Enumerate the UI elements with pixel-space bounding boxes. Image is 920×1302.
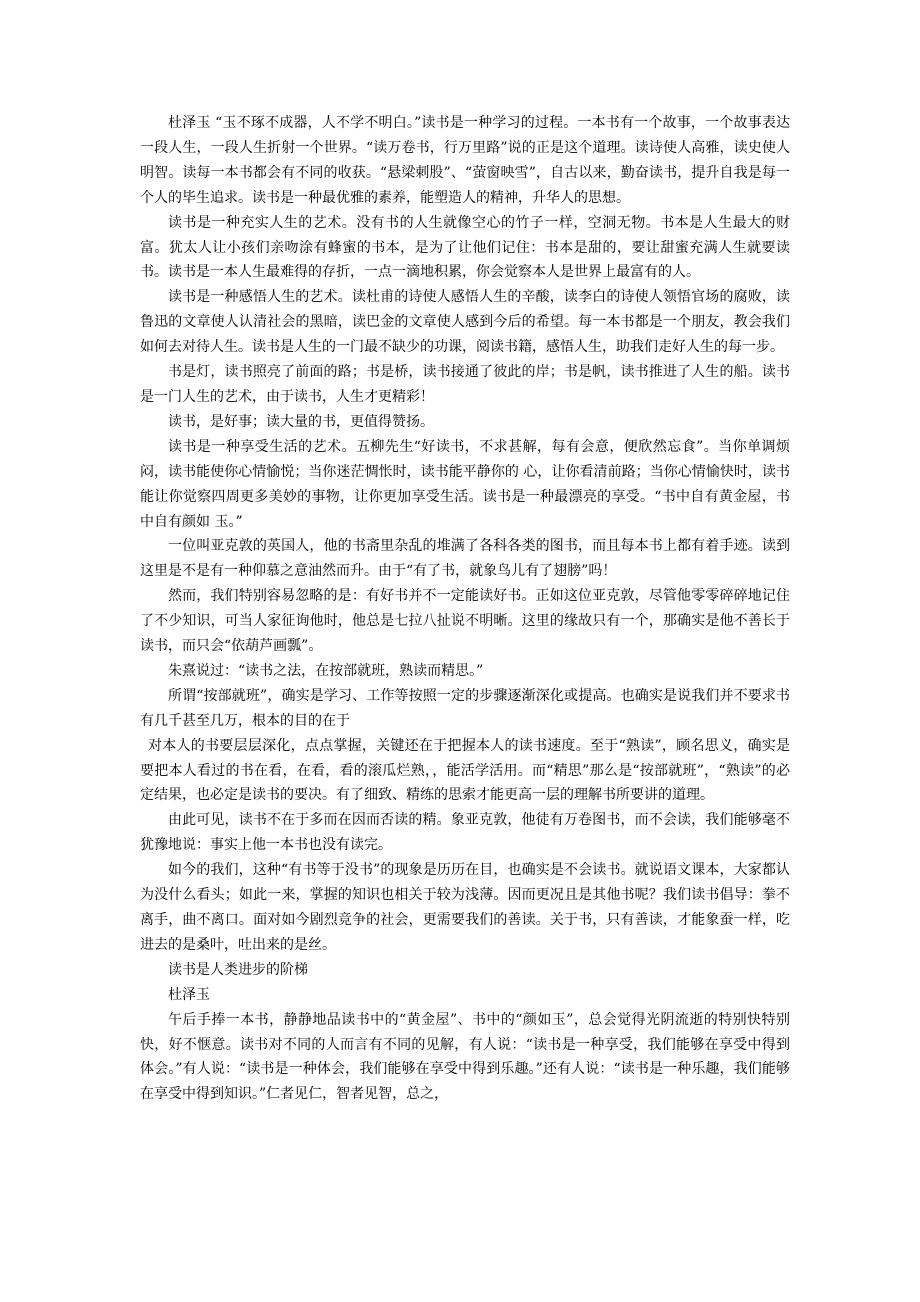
document-body: [140, 111, 790, 1107]
paragraph-12: 由此可见，读书不在于多而在因而否读的精。象亚克敦，他徒有万卷图书，而不会读，我们能够毫不犹豫地说：事实上他一本书也没有读完。: [140, 812, 790, 854]
section-author: 杜泽玉: [168, 986, 210, 1003]
section-title: 读书是人类进步的阶梯: [168, 961, 308, 978]
paragraph-3: 读书是一种感悟人生的艺术。读杜甫的诗使人感悟人生的辛酸，读李白的诗使人领悟官场的腐败，读鲁迅的文章使人认清社会的黑暗，读巴金的文章使人感到今后的希望。每一本书都是一个朋友，教会我们如何去对待人生。读书是人生的一门最不缺少的功课，阅读书籍，感悟人生，助我们走好人生的每一步。: [140, 289, 790, 356]
paragraph-11: 对本人的书要层层深化，点点掌握，关键还在于把握本人的读书速度。至于“熟读”，顾名思义，确实是要把本人看过的书在看，在看，看的滚瓜烂熟，，能活学活用。而“精思”那么是“按部就班”，“熟读”的必定结果，也必定是读书的要决。有了细致、精练的思索才能更高一层的理解书所要讲的道理。: [140, 737, 790, 804]
paragraph-14: 午后手捧一本书，静静地品读书中的“黄金屋”、书中的“颜如玉”，总会觉得光阴流逝的特别快特别快，好不惬意。读书对不同的人而言有不同的见解，有人说：“读书是一种享受，我们能够在享受中得到体会。”有人说：“读书是一种体会，我们能够在享受中得到乐趣。”还有人说：“读书是一种乐趣，我们能够在享受中得到知识。”仁者见仁，智者见智，总之，: [140, 1011, 790, 1103]
paragraph-2: 读书是一种充实人生的艺术。没有书的人生就像空心的竹子一样，空洞无物。书本是人生最大的财富。犹太人让小孩们亲吻涂有蜂蜜的书本，是为了让他们记住：书本是甜的，要让甜蜜充满人生就要读书。读书是一本人生最难得的存折，一点一滴地积累，你会觉察本人是世界上最富有的人。: [140, 214, 790, 281]
paragraph-5: 读书，是好事；读大量的书，更值得赞扬。: [168, 413, 434, 430]
paragraph-1: 杜泽玉 “玉不琢不成器，人不学不明白。”读书是一种学习的过程。一本书有一个故事，一个故事表达一段人生，一段人生折射一个世界。“读万卷书，行万里路”说的正是这个道理。读诗使人高雅，读史使人明智。读每一本书都会有不同的收获。“悬梁刺股”、“萤窗映雪”，自古以来，勤奋读书，提升自我是每一个人的毕生追求。读书是一种最优雅的素养，能塑造人的精神，升华人的思想。: [140, 115, 790, 206]
paragraph-6: 读书是一种享受生活的艺术。五柳先生“好读书，不求甚解，每有会意，便欣然忘食”。当你单调烦闷，读书能使你心情愉悦；当你迷茫惆怅时，读书能平静你的 心，让你看清前路；当你心情愉快时，读书能让你觉察四周更多美妙的事物，让你更加享受生活。读书是一种最漂亮的享受。“书中自有黄金屋，书中自有颜如 玉。”: [140, 438, 790, 530]
paragraph-4: 书是灯，读书照亮了前面的路；书是桥，读书接通了彼此的岸；书是帆，读书推进了人生的船。读书是一门人生的艺术，由于读书，人生才更精彩！: [140, 364, 790, 405]
paragraph-8: 然而，我们特别容易忽略的是：有好书并不一定能读好书。正如这位亚克敦，尽管他零零碎碎地记住了不少知识，可当人家征询他时，他总是七拉八扯说不明晰。这里的缘故只有一个，那确实是他不善长于读书，而只会“依葫芦画瓢”。: [140, 588, 790, 655]
paragraph-9: 朱熹说过：“读书之法，在按部就班，熟读而精思。”: [168, 662, 484, 679]
paragraph-13: 如今的我们，这种“有书等于没书”的现象是历历在目，也确实是不会读书。就说语文课本，大家都认为没什么看头；如此一来，掌握的知识也相关于较为浅薄。因而更况且是其他书呢？我们读书倡导：拳不离手，曲不离口。面对如今剧烈竞争的社会，更需要我们的善读。关于书，只有善读，才能象蚕一样，吃进去的是桑叶，吐出来的是丝。: [140, 862, 790, 953]
paragraph-7: 一位叫亚克敦的英国人，他的书斋里杂乱的堆满了各科各类的图书，而且每本书上都有着手迹。读到这里是不是有一种仰慕之意油然而升。由于“有了书，就象鸟儿有了翅膀”吗！: [140, 538, 790, 580]
paragraph-10: 所谓“按部就班”，确实是学习、工作等按照一定的步骤逐渐深化或提高。也确实是说我们并不要求书有几千甚至几万，根本的目的在于: [140, 687, 790, 729]
